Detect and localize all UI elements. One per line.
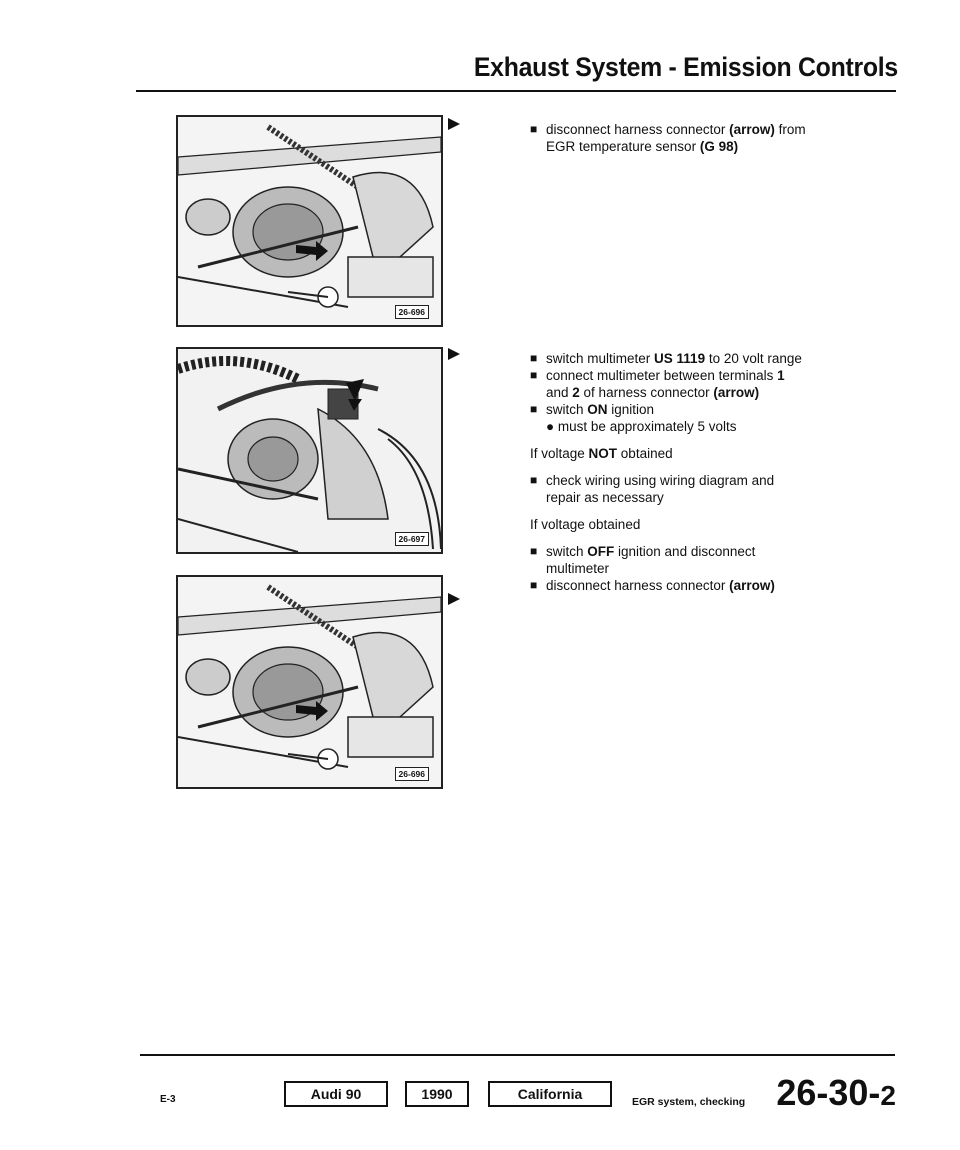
step-text: from <box>774 122 806 137</box>
step-arrow-icon <box>448 118 460 130</box>
step-text: and <box>546 385 573 400</box>
step-emphasis: NOT <box>588 446 618 461</box>
list-item <box>530 577 870 594</box>
region-badge: California <box>488 1081 612 1107</box>
section-code-page: 2 <box>880 1080 896 1111</box>
figure-number: 26-696 <box>395 305 429 319</box>
step-arrow-icon <box>448 348 460 360</box>
step-text: EGR temperature sensor <box>546 139 700 154</box>
square-bullet-icon: ■ <box>530 402 538 416</box>
year-badge: 1990 <box>405 1081 469 1107</box>
step-emphasis: US 1119 <box>654 351 706 366</box>
header-rule <box>136 90 896 92</box>
list-item-continuation <box>530 138 870 155</box>
step-emphasis: 1 <box>777 368 785 383</box>
step-text: switch <box>546 544 588 559</box>
instructions-section-2 <box>530 350 870 594</box>
step-text: connect multimeter between terminals <box>546 368 778 383</box>
list-item-continuation: repair as necessary <box>546 490 664 505</box>
sub-item <box>530 418 870 435</box>
list-item-continuation <box>530 384 870 401</box>
list-item: ■ check wiring using wiring diagram and <box>530 473 775 488</box>
round-bullet-icon: ● <box>546 419 555 434</box>
figure-egr-sensor-2 <box>176 575 443 789</box>
square-bullet-icon: ■ <box>530 122 538 136</box>
step-emphasis: (arrow) <box>729 578 775 593</box>
list-item <box>530 367 870 384</box>
step-text: must be approximately 5 volts <box>557 419 737 434</box>
page-title: Exhaust System - Emission Controls <box>473 52 898 82</box>
condition-text <box>530 445 870 462</box>
engine-illustration <box>178 349 441 552</box>
section-code-main: 26-30- <box>776 1072 881 1113</box>
square-bullet-icon: ■ <box>530 473 538 487</box>
list-item <box>530 350 870 367</box>
step-text: disconnect harness connector <box>546 578 730 593</box>
square-bullet-icon: ■ <box>530 544 538 558</box>
step-emphasis: ON <box>587 402 608 417</box>
condition-text: If voltage obtained <box>530 517 641 532</box>
square-bullet-icon: ■ <box>530 368 538 382</box>
figure-egr-sensor <box>176 115 443 327</box>
figure-harness-connector <box>176 347 443 554</box>
step-emphasis: (G 98) <box>699 139 739 154</box>
step-text: ignition <box>607 402 655 417</box>
list-item-continuation: multimeter <box>546 561 610 576</box>
square-bullet-icon: ■ <box>530 578 538 592</box>
step-arrow-icon <box>448 593 460 605</box>
engine-illustration <box>178 577 441 787</box>
step-text: If voltage <box>530 446 589 461</box>
step-emphasis: (arrow) <box>729 122 775 137</box>
section-code <box>776 1072 896 1114</box>
footer-rule <box>140 1054 895 1056</box>
step-text: obtained <box>617 446 673 461</box>
model-badge: Audi 90 <box>284 1081 388 1107</box>
step-emphasis: 2 <box>572 385 580 400</box>
step-emphasis: (arrow) <box>713 385 760 400</box>
step-text: switch multimeter <box>546 351 655 366</box>
step-text: of harness connector <box>579 385 714 400</box>
page-label: E-3 <box>160 1094 176 1105</box>
step-text: switch <box>546 402 588 417</box>
figure-number: 26-696 <box>395 767 429 781</box>
instructions-section-1 <box>530 121 870 155</box>
step-text: to 20 volt range <box>705 351 802 366</box>
engine-illustration <box>178 117 441 325</box>
section-topic: EGR system, checking <box>632 1096 746 1108</box>
figure-number: 26-697 <box>395 532 429 546</box>
square-bullet-icon: ■ <box>530 351 538 365</box>
list-item <box>530 121 870 138</box>
list-item <box>530 543 870 560</box>
step-text: ignition and disconnect <box>614 544 756 559</box>
list-item <box>530 401 870 418</box>
step-emphasis: OFF <box>587 544 615 559</box>
step-text: disconnect harness connector <box>546 122 730 137</box>
